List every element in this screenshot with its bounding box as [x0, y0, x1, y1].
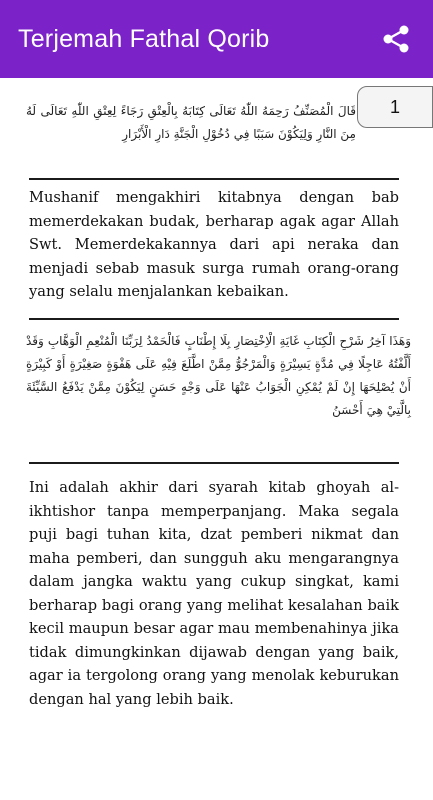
share-button[interactable] — [379, 22, 413, 56]
divider-1 — [29, 178, 399, 180]
app-title: Terjemah Fathal Qorib — [18, 24, 270, 53]
share-icon — [381, 24, 411, 54]
arabic-text-1: قَالَ الْمُصَنِّفُ رَحِمَهُ اللّٰهُ تَعَالَى كِتَابَهُ بِالْعِتْقِ رَجَاءً لِعِتْقِ اللّٰهِ تَعَالَى لَهُ مِنَ النَّارِ وَلِيَكُوْنَ سَبَبًا فِي دُخُوْلِ الْجَنَّةِ دَارِ الْأَبْرَارِ — [26, 104, 356, 141]
divider-2 — [29, 318, 399, 320]
arabic-text-2: وَهَذَا آخِرُ شَرْحِ الْكِتَابِ غَايَةِ الْاِخْتِصَارِ بِلَا إِطْنَابٍ فَالْحَمْدُ لِرَبِّنَا الْمُنْعِمِ الْوَهَّابِ وَقَدْ أَلَّفْتُهُ عَاجِلًا فِي مُدَّةٍ يَسِيْرَةٍ وَالْمَرْجُوُّ مِمَّنْ اطَّلَعَ فِيْهِ عَلَى هَفْوَةٍ صَغِيْرَةٍ أَوْ كَبِيْرَةٍ أَنْ يُصْلِحَهَا إِنْ لَمْ يُمْكِنِ الْجَوَابُ عَنْهَا عَلَى وَجْهٍ حَسَنٍ لِيَكُوْنَ مِمَّنْ يَدْفَعُ السَّيِّئَةَ بِالَّتِيْ هِيَ أَحْسَنُ — [26, 334, 411, 417]
divider-3 — [29, 462, 399, 464]
app-bar — [0, 0, 433, 78]
translation-text-2: Ini adalah akhir dari syarah kitab ghoyah al-ikhtishor tanpa memperpanjang. Maka segala puji bagi tuhan kita, dzat pemberi nikmat dan maha pemberi, dan sungguh aku mengarangnya dalam jangka waktu yang cukup singkat, kami berharap bagi orang yang melihat kesalahan baik kecil maupun besar agar mau membenahinya jika tidak dimungkinkan dijawab dengan yang baik, agar ia tergolong orang yang menolak keburukan dengan hal yang lebih baik. — [29, 479, 399, 708]
page-number-badge[interactable]: 1 — [357, 86, 433, 128]
translation-text-1: Mushanif mengakhiri kitabnya dengan bab memerdekakan budak, berharap agak agar Allah Swt. Memerdekakannya dari api neraka dan menjadi sebab masuk surga rumah orang-orang yang selalu menjalankan kebaikan. — [29, 189, 399, 300]
